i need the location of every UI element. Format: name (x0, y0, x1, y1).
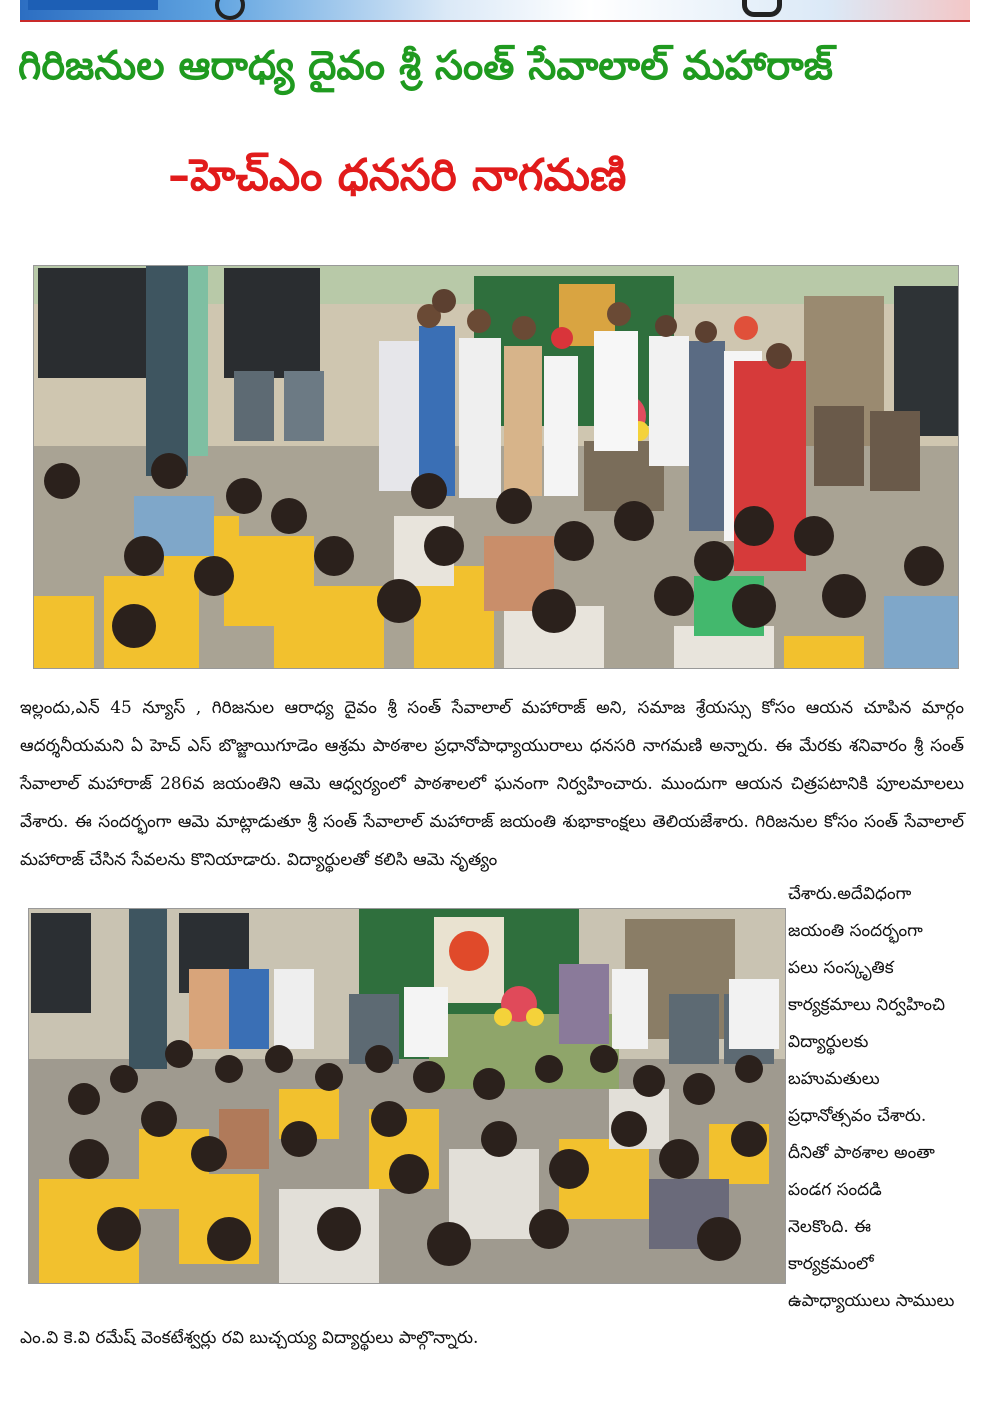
article-paragraph-main: ఇల్లందు,ఎన్ 45 న్యూస్ , గిరిజనుల ఆరాధ్య దైవం శ్రీ సంత్ సేవాలాల్ మహారాజ్ అని, సమాజ శ్రేయస్సు కోసం ఆయన చూపిన మార్గం ఆదర్శనీయమని ఏ హెచ్ ఎస్ బొజ్జాయిగూడెం ఆశ్రమ పాఠశాల ప్రధానోపాధ్యాయురాలు ధనసరి నాగమణి అన్నారు. ఈ మేరకు శనివారం శ్రీ సంత్ సేవాలాల్ మహారాజ్ 286వ జయంతిని ఆమె ఆధ్వర్యంలో పాఠశాలలో ఘనంగా నిర్వహించారు. ముందుగా ఆయన చిత్రపటానికి పూలమాలలు వేశారు. ఈ సందర్భంగా ఆమె మాట్లాడుతూ శ్రీ సంత్ సేవాలాల్ మహారాజ్ జయంతి శుభాకాంక్షలు తెలియజేశారు. గిరిజనుల కోసం సంత్ సేవాలాల్ మహారాజ్ చేసిన సేవలను కొనియాడారు. విద్యార్థులతో కలిసి ఆమె నృత్యం (20, 698, 964, 870)
article-subheadline: –హెచ్ఎం ధనసరి నాగమణి (168, 150, 627, 201)
article-closing-line: ఎం.వి కె.వి రమేష్ వెంకటేశ్వర్లు రవి బుచ్చయ్య విద్యార్థులు పాల్గొన్నారు. (20, 1328, 479, 1348)
side-line: చేశారు.అదేవిధంగా (788, 884, 912, 904)
masthead-mark-graphic (742, 0, 782, 17)
side-line: ఉపాధ్యాయులు సాములు (788, 1291, 955, 1311)
side-line: బహుమతులు (788, 1069, 880, 1089)
side-line: జయంతి సందర్భంగా (788, 921, 923, 941)
side-line: కార్యక్రమంలో (788, 1254, 874, 1274)
side-line: విద్యార్థులకు (788, 1032, 869, 1052)
event-photo-celebration-illustration (29, 909, 785, 1283)
side-line: నెలకొంది. ఈ (788, 1217, 872, 1237)
article-headline: గిరిజనుల ఆరాధ్య దైవం శ్రీ సంత్ సేవాలాల్ మహారాజ్ (18, 43, 833, 89)
side-line: పలు సంస్కృతిక (788, 958, 894, 978)
side-line: పండగ సందడి (788, 1180, 882, 1200)
masthead-banner (20, 0, 970, 22)
masthead-ring-graphic (215, 0, 245, 20)
event-photo-celebration (28, 908, 786, 1284)
side-line: ప్రధానోత్సవం చేశారు. (788, 1106, 927, 1126)
article-side-column (788, 876, 978, 1320)
side-line: కార్యక్రమాలు నిర్వహించి (788, 995, 946, 1015)
event-photo-garlanding (33, 265, 959, 669)
side-line: దీనితో పాఠశాల అంతా (788, 1143, 935, 1163)
event-photo-garlanding-illustration (34, 266, 958, 668)
masthead-logo (28, 0, 158, 10)
